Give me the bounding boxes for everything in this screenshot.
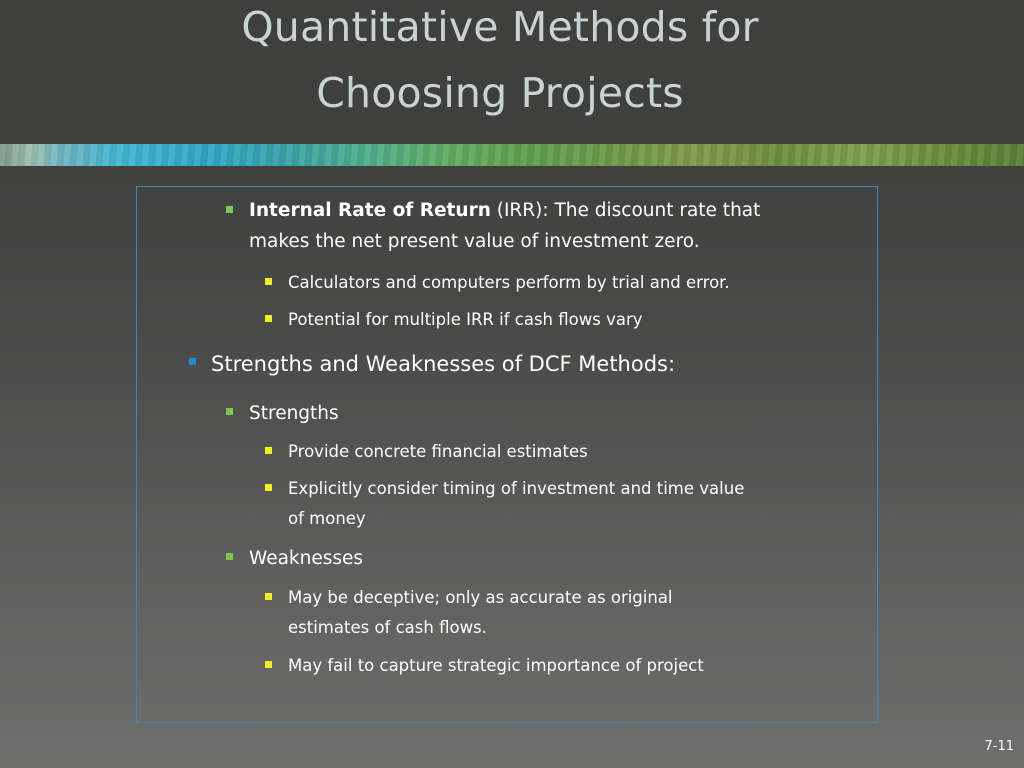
irr-term: Internal Rate of Return bbox=[249, 200, 491, 221]
bullet-square-icon bbox=[265, 315, 272, 322]
bullet-weakness-1 bbox=[288, 583, 868, 643]
weakness-1-line-1: May be deceptive; only as accurate as original bbox=[288, 588, 673, 607]
irr-definition-line-1: (IRR): The discount rate that bbox=[490, 200, 761, 221]
bullet-square-icon bbox=[189, 358, 196, 365]
bullet-weakness-2: May fail to capture strategic importance of project bbox=[288, 656, 704, 675]
bullet-square-icon bbox=[265, 278, 272, 285]
bullet-strength-2 bbox=[288, 474, 868, 534]
bullet-square-icon bbox=[265, 661, 272, 668]
slide-title-line-2: Choosing Projects bbox=[316, 69, 684, 117]
irr-definition-line-2: makes the net present value of investment zero. bbox=[249, 231, 700, 252]
bullet-square-icon bbox=[265, 447, 272, 454]
bullet-dcf-heading: Strengths and Weaknesses of DCF Methods: bbox=[211, 352, 676, 376]
slide-title bbox=[0, 0, 1000, 126]
bullet-irr-sub-1: Calculators and computers perform by trial and error. bbox=[288, 273, 730, 292]
page-number: 7-11 bbox=[984, 739, 1014, 754]
bullet-strengths: Strengths bbox=[249, 403, 339, 424]
bullet-square-icon bbox=[265, 484, 272, 491]
slide-title-line-1: Quantitative Methods for bbox=[241, 3, 759, 51]
bullet-irr bbox=[249, 195, 869, 257]
bullet-square-icon bbox=[226, 553, 233, 560]
bullet-square-icon bbox=[226, 206, 233, 213]
bullet-weaknesses: Weaknesses bbox=[249, 548, 364, 569]
strength-2-line-2: of money bbox=[288, 509, 366, 528]
decorative-banner bbox=[0, 144, 1024, 166]
weakness-1-line-2: estimates of cash flows. bbox=[288, 618, 487, 637]
bullet-square-icon bbox=[226, 408, 233, 415]
bullet-strength-1: Provide concrete financial estimates bbox=[288, 442, 588, 461]
bullet-square-icon bbox=[265, 593, 272, 600]
strength-2-line-1: Explicitly consider timing of investment and time value bbox=[288, 479, 745, 498]
bullet-irr-sub-2: Potential for multiple IRR if cash flows vary bbox=[288, 310, 643, 329]
